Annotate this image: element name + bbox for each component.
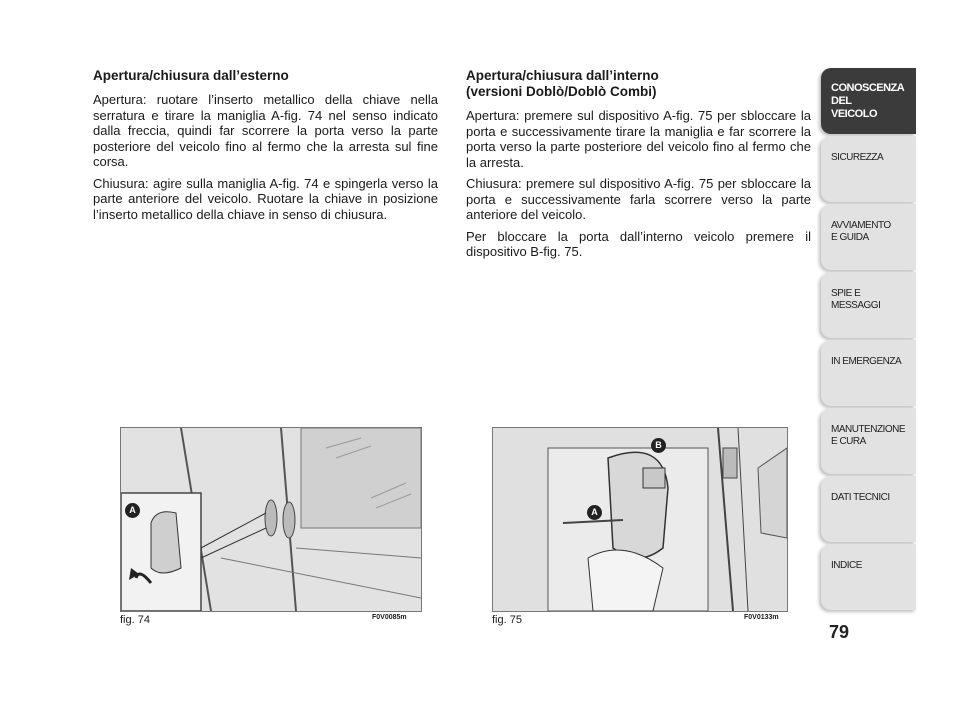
figure-75-caption: fig. 75 — [492, 614, 522, 626]
left-column — [93, 68, 438, 228]
tab-dati-tecnici[interactable] — [821, 476, 916, 542]
tab-label: SICUREZZA — [831, 152, 884, 163]
tab-in-emergenza[interactable] — [821, 340, 916, 406]
tab-indice[interactable] — [821, 544, 916, 610]
paragraph-interior-closing: Chiusura: premere sul dispositivo A-fig. 75 per sbloccare la porta e successivamente farla scorrere verso la parte anteriore del veicolo. — [466, 176, 811, 222]
heading-exterior: Apertura/chiusura dall’esterno — [93, 68, 289, 83]
tab-avviamento-e-guida[interactable] — [821, 204, 916, 270]
paragraph-exterior-opening: Apertura: ruotare l’inserto metallico della chiave nella serratura e tirare la maniglia A-fig. 74 nel senso indicato dalla freccia, quindi far scorrere la porta verso la parte posteriore del veicolo fino al fermo che la arresta sul fine corsa. — [93, 92, 438, 169]
figure-74-image — [120, 427, 422, 612]
label-a-marker: A — [125, 503, 140, 518]
paragraph-interior-lock: Per bloccare la porta dall’interno veicolo premere il dispositivo B-fig. 75. — [466, 228, 811, 259]
tab-label: MANUTENZIONE E CURA — [831, 424, 905, 447]
tab-label: DATI TECNICI — [831, 492, 890, 503]
tab-manutenzione-e-cura[interactable] — [821, 408, 916, 474]
heading-interior-line1: Apertura/chiusura dall’interno — [466, 68, 659, 83]
tab-conoscenza-del-veicolo[interactable] — [821, 68, 916, 134]
heading-interior — [466, 68, 811, 100]
figure-75-image — [492, 427, 788, 612]
section-tabs — [821, 68, 916, 612]
figure-75-code: F0V0133m — [744, 614, 779, 621]
page-number: 79 — [829, 622, 850, 642]
heading-interior-line2: (versioni Doblò/Doblò Combi) — [466, 84, 657, 99]
tab-sicurezza[interactable] — [821, 136, 916, 202]
tab-label: CONOSCENZA DEL VEICOLO — [831, 82, 905, 120]
tab-label: SPIE E MESSAGGI — [831, 288, 881, 311]
right-column — [466, 68, 811, 266]
label-b-marker: B — [651, 438, 666, 453]
tab-label: IN EMERGENZA — [831, 356, 902, 367]
tab-label: INDICE — [831, 560, 862, 571]
label-a-marker: A — [587, 505, 602, 520]
tab-spie-e-messaggi[interactable] — [821, 272, 916, 338]
tab-label: AVVIAMENTO E GUIDA — [831, 220, 891, 243]
figure-74-code: F0V0085m — [372, 614, 407, 621]
paragraph-exterior-closing: Chiusura: agire sulla maniglia A-fig. 74 e spingerla verso la parte anteriore del veicolo. Ruotare la chiave in posizione l’inserto metallico della chiave in senso di chiusura. — [93, 175, 438, 222]
figure-74-caption: fig. 74 — [120, 614, 150, 626]
paragraph-interior-opening: Apertura: premere sul dispositivo A-fig. 75 per sbloccare la porta e successivamente tirare la maniglia e far scorrere la porta verso la parte posteriore del veicolo fino al fermo che la arresta. — [466, 108, 811, 170]
